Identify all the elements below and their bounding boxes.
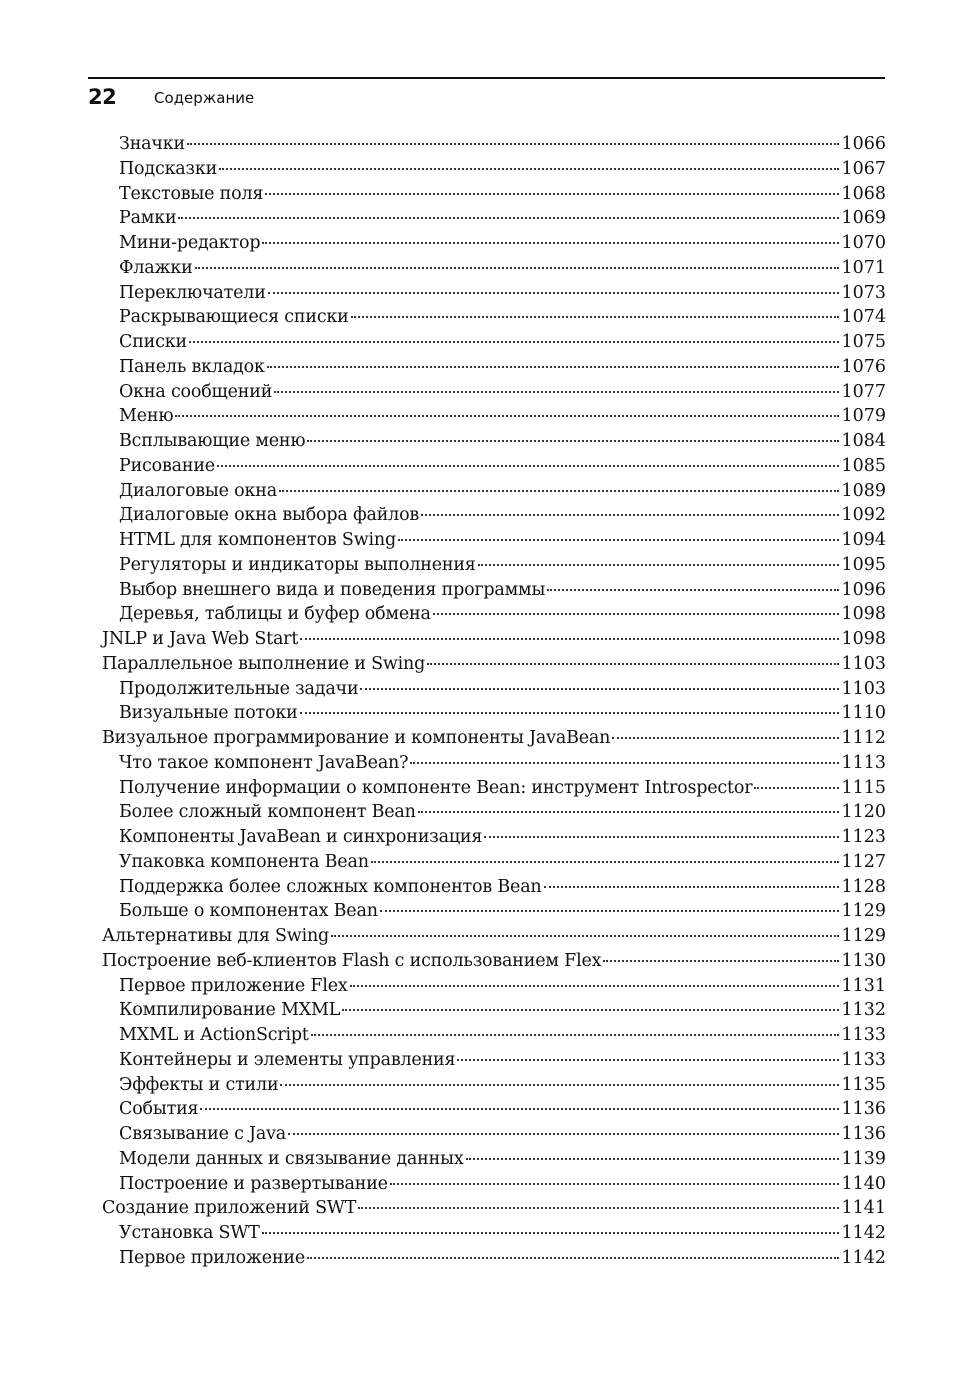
- toc-entry: [102, 751, 886, 776]
- toc-dot-leader: [288, 1133, 839, 1135]
- toc-entry-title: Альтернативы для Swing: [102, 926, 330, 946]
- toc-entry-page-number: 1136: [841, 1124, 886, 1144]
- toc-entry-page-number: 1089: [841, 480, 886, 501]
- toc-entry-page-number: 1071: [841, 257, 886, 278]
- toc-entry: [102, 380, 886, 405]
- toc-entry: [102, 305, 886, 330]
- toc-entry: [102, 355, 886, 380]
- toc-entry-page-number: 1098: [841, 629, 886, 649]
- toc-entry-page-number: 1130: [841, 950, 886, 971]
- toc-entry-title: Текстовые поля: [119, 183, 264, 204]
- toc-entry-title: Построение и развертывание: [119, 1173, 388, 1194]
- toc-entry-title: MXML и ActionScript: [119, 1025, 309, 1045]
- toc-entry: [102, 1122, 886, 1147]
- toc-entry-title: Модели данных и связывание данных: [119, 1148, 464, 1169]
- toc-entry-page-number: 1068: [841, 183, 886, 204]
- toc-entry-page-number: 1095: [841, 554, 886, 575]
- toc-entry-title: Окна сообщений: [119, 381, 273, 402]
- toc-entry: [102, 701, 886, 726]
- toc-entry-title: Выбор внешнего вида и поведения программы: [119, 579, 546, 600]
- toc-entry-page-number: 1127: [841, 851, 886, 872]
- toc-entry-page-number: 1094: [841, 530, 886, 550]
- toc-entry-title: Меню: [119, 406, 174, 427]
- toc-entry: [102, 404, 886, 429]
- toc-entry-title: Всплывающие меню: [119, 431, 306, 451]
- toc-entry: [102, 627, 886, 652]
- toc-dot-leader: [195, 267, 840, 269]
- toc-dot-leader: [280, 1084, 839, 1086]
- toc-entry-page-number: 1142: [841, 1223, 886, 1243]
- toc-entry-title: Первое приложение: [119, 1247, 306, 1268]
- toc-entry-page-number: 1129: [841, 901, 886, 922]
- toc-entry-title: Получение информации о компоненте Bean: инструмент Introspector: [119, 777, 753, 798]
- toc-dot-leader: [189, 341, 840, 343]
- toc-entry: [102, 553, 886, 578]
- toc-dot-leader: [342, 1009, 839, 1011]
- toc-dot-leader: [178, 217, 839, 219]
- toc-dot-leader: [410, 762, 839, 764]
- toc-entry: [102, 924, 886, 949]
- toc-entry: [102, 602, 886, 627]
- toc-entry: [102, 429, 886, 454]
- toc-dot-leader: [358, 1207, 839, 1209]
- toc-dot-leader: [279, 490, 840, 492]
- toc-dot-leader: [457, 1059, 839, 1061]
- toc-entry: [102, 998, 886, 1023]
- toc-dot-leader: [350, 985, 840, 987]
- toc-dot-leader: [544, 886, 840, 888]
- toc-entry-title: Компилирование MXML: [119, 1000, 341, 1021]
- toc-entry: [102, 899, 886, 924]
- toc-entry: [102, 454, 886, 479]
- toc-entry: [102, 1023, 886, 1048]
- toc-dot-leader: [421, 514, 839, 516]
- toc-entry-page-number: 1131: [841, 975, 886, 996]
- toc-entry: [102, 825, 886, 850]
- running-title: Содержание: [154, 89, 255, 107]
- toc-entry-title: Значки: [119, 134, 185, 154]
- toc-entry-title: Переключатели: [119, 282, 266, 303]
- toc-dot-leader: [311, 1034, 840, 1036]
- toc-entry-page-number: 1135: [841, 1074, 886, 1095]
- toc-entry-title: Что такое компонент JavaBean?: [119, 752, 409, 773]
- toc-dot-leader: [466, 1158, 840, 1160]
- toc-entry-title: Визуальные потоки: [119, 703, 298, 724]
- toc-entry-page-number: 1077: [841, 381, 886, 402]
- toc-dot-leader: [418, 811, 840, 813]
- toc-dot-leader: [262, 242, 839, 244]
- toc-entry-page-number: 1139: [841, 1148, 886, 1169]
- toc-entry-title: Рисование: [119, 455, 215, 476]
- toc-entry: [102, 182, 886, 207]
- toc-entry-page-number: 1084: [841, 431, 886, 451]
- toc-entry-page-number: 1113: [841, 752, 886, 773]
- toc-entry: [102, 330, 886, 355]
- toc-dot-leader: [371, 861, 840, 863]
- toc-dot-leader: [175, 415, 839, 417]
- page-number: 22: [88, 85, 117, 109]
- toc-entry-page-number: 1092: [841, 505, 886, 526]
- toc-dot-leader: [754, 787, 839, 789]
- toc-dot-leader: [187, 143, 839, 145]
- toc-entry-title: Первое приложение Flex: [119, 975, 348, 996]
- toc-entry-title: Подсказки: [119, 158, 218, 179]
- toc-entry-page-number: 1098: [841, 604, 886, 625]
- toc-entry: [102, 578, 886, 603]
- toc-dot-leader: [274, 391, 839, 393]
- toc-entry-page-number: 1103: [841, 653, 886, 674]
- toc-entry: [102, 652, 886, 677]
- toc-entry-title: События: [119, 1099, 199, 1120]
- toc-entry: [102, 776, 886, 801]
- toc-dot-leader: [219, 168, 839, 170]
- toc-entry-page-number: 1129: [841, 926, 886, 946]
- toc-entry: [102, 1073, 886, 1098]
- toc-entry-title: JNLP и Java Web Start: [102, 629, 299, 649]
- toc-entry-page-number: 1142: [841, 1247, 886, 1268]
- toc-entry-title: Эффекты и стили: [119, 1074, 279, 1095]
- toc-entry-title: Контейнеры и элементы управления: [119, 1049, 456, 1070]
- toc-dot-leader: [547, 589, 839, 591]
- toc-entry-page-number: 1073: [841, 282, 886, 303]
- toc-entry-page-number: 1123: [841, 827, 886, 847]
- toc-dot-leader: [603, 960, 839, 962]
- toc-dot-leader: [351, 316, 840, 318]
- toc-entry: [102, 800, 886, 825]
- toc-entry-page-number: 1133: [841, 1049, 886, 1070]
- toc-dot-leader: [268, 292, 840, 294]
- toc-entry: [102, 1172, 886, 1197]
- toc-entry-page-number: 1085: [841, 455, 886, 476]
- page-header: [88, 77, 885, 109]
- toc-entry-page-number: 1069: [841, 208, 886, 229]
- toc-entry-page-number: 1066: [841, 134, 886, 154]
- toc-entry-title: Диалоговые окна: [119, 480, 277, 501]
- toc-dot-leader: [612, 737, 839, 739]
- toc-entry: [102, 157, 886, 182]
- toc-entry: [102, 503, 886, 528]
- toc-dot-leader: [200, 1108, 839, 1110]
- toc-dot-leader: [300, 712, 840, 714]
- toc-entry: [102, 974, 886, 999]
- toc-entry: [102, 949, 886, 974]
- toc-dot-leader: [307, 440, 839, 442]
- toc-entry-title: Рамки: [119, 208, 177, 229]
- toc-entry-page-number: 1140: [841, 1173, 886, 1194]
- toc-entry: [102, 528, 886, 553]
- toc-entry-page-number: 1112: [841, 728, 886, 748]
- toc-entry-title: Мини-редактор: [119, 233, 261, 253]
- toc-dot-leader: [267, 366, 840, 368]
- toc-entry-page-number: 1070: [841, 233, 886, 253]
- toc-entry: [102, 479, 886, 504]
- toc-entry-page-number: 1110: [841, 703, 886, 724]
- toc-dot-leader: [427, 663, 839, 665]
- toc-entry-title: Списки: [119, 332, 187, 352]
- toc-entry: [102, 1246, 886, 1271]
- toc-entry: [102, 132, 886, 157]
- toc-entry-page-number: 1103: [841, 678, 886, 699]
- toc-entry-title: Создание приложений SWT: [102, 1198, 357, 1219]
- toc-entry-title: Раскрывающиеся списки: [119, 307, 349, 328]
- toc-entry-page-number: 1075: [841, 332, 886, 352]
- toc-entry: [102, 281, 886, 306]
- toc-dot-leader: [433, 613, 840, 615]
- toc-dot-leader: [307, 1257, 839, 1259]
- toc-entry-title: Регуляторы и индикаторы выполнения: [119, 554, 476, 575]
- toc-entry-page-number: 1067: [841, 158, 886, 179]
- toc-entry: [102, 1048, 886, 1073]
- toc-entry-page-number: 1074: [841, 307, 886, 328]
- toc-entry: [102, 1196, 886, 1221]
- toc-entry: [102, 677, 886, 702]
- toc-dot-leader: [262, 1232, 840, 1234]
- toc-entry: [102, 206, 886, 231]
- toc-entry-title: Продолжительные задачи: [119, 678, 359, 699]
- toc-entry: [102, 256, 886, 281]
- toc-entry-page-number: 1079: [841, 406, 886, 427]
- toc-entry-title: Построение веб-клиентов Flash с использованием Flex: [102, 950, 602, 971]
- toc-entry: [102, 231, 886, 256]
- toc-entry-title: Связывание с Java: [119, 1124, 287, 1144]
- toc-entry-page-number: 1141: [841, 1198, 886, 1219]
- toc-entry-page-number: 1132: [841, 1000, 886, 1021]
- toc-entry: [102, 726, 886, 751]
- toc-entry-title: Установка SWT: [119, 1223, 260, 1243]
- toc-entry: [102, 1097, 886, 1122]
- toc-entry-title: HTML для компонентов Swing: [119, 530, 396, 550]
- toc-dot-leader: [380, 910, 840, 912]
- toc-entry-title: Более сложный компонент Bean: [119, 802, 416, 823]
- toc-entry-title: Диалоговые окна выбора файлов: [119, 505, 420, 526]
- toc-entry-title: Визуальное программирование и компоненты JavaBean: [102, 728, 611, 748]
- toc-entry-page-number: 1115: [841, 777, 886, 798]
- toc-entry-page-number: 1120: [841, 802, 886, 823]
- toc-dot-leader: [300, 638, 839, 640]
- toc-dot-leader: [484, 836, 839, 838]
- toc-dot-leader: [478, 564, 840, 566]
- toc-entry: [102, 1221, 886, 1246]
- toc-entry-page-number: 1133: [841, 1025, 886, 1045]
- toc-dot-leader: [265, 193, 839, 195]
- toc-entry-page-number: 1128: [841, 876, 886, 897]
- toc-entry: [102, 875, 886, 900]
- toc-entry: [102, 1147, 886, 1172]
- toc-entry-title: Деревья, таблицы и буфер обмена: [119, 604, 431, 625]
- toc-dot-leader: [217, 465, 840, 467]
- toc-dot-leader: [331, 935, 839, 937]
- toc-entry-title: Компоненты JavaBean и синхронизация: [119, 827, 483, 847]
- toc-entry-title: Параллельное выполнение и Swing: [102, 653, 426, 674]
- toc-entry-page-number: 1096: [841, 579, 886, 600]
- toc-entry-title: Больше о компонентах Bean: [119, 901, 378, 922]
- toc-dot-leader: [398, 539, 839, 541]
- toc-entry-title: Упаковка компонента Bean: [119, 851, 369, 872]
- toc-dot-leader: [360, 688, 839, 690]
- toc-entry-page-number: 1136: [841, 1099, 886, 1120]
- toc-entry-page-number: 1076: [841, 356, 886, 377]
- toc-entry-title: Флажки: [119, 257, 193, 278]
- toc-entry: [102, 850, 886, 875]
- toc-entry-title: Панель вкладок: [119, 356, 265, 377]
- table-of-contents: [102, 132, 886, 1271]
- toc-dot-leader: [390, 1183, 840, 1185]
- toc-entry-title: Поддержка более сложных компонентов Bean: [119, 876, 542, 897]
